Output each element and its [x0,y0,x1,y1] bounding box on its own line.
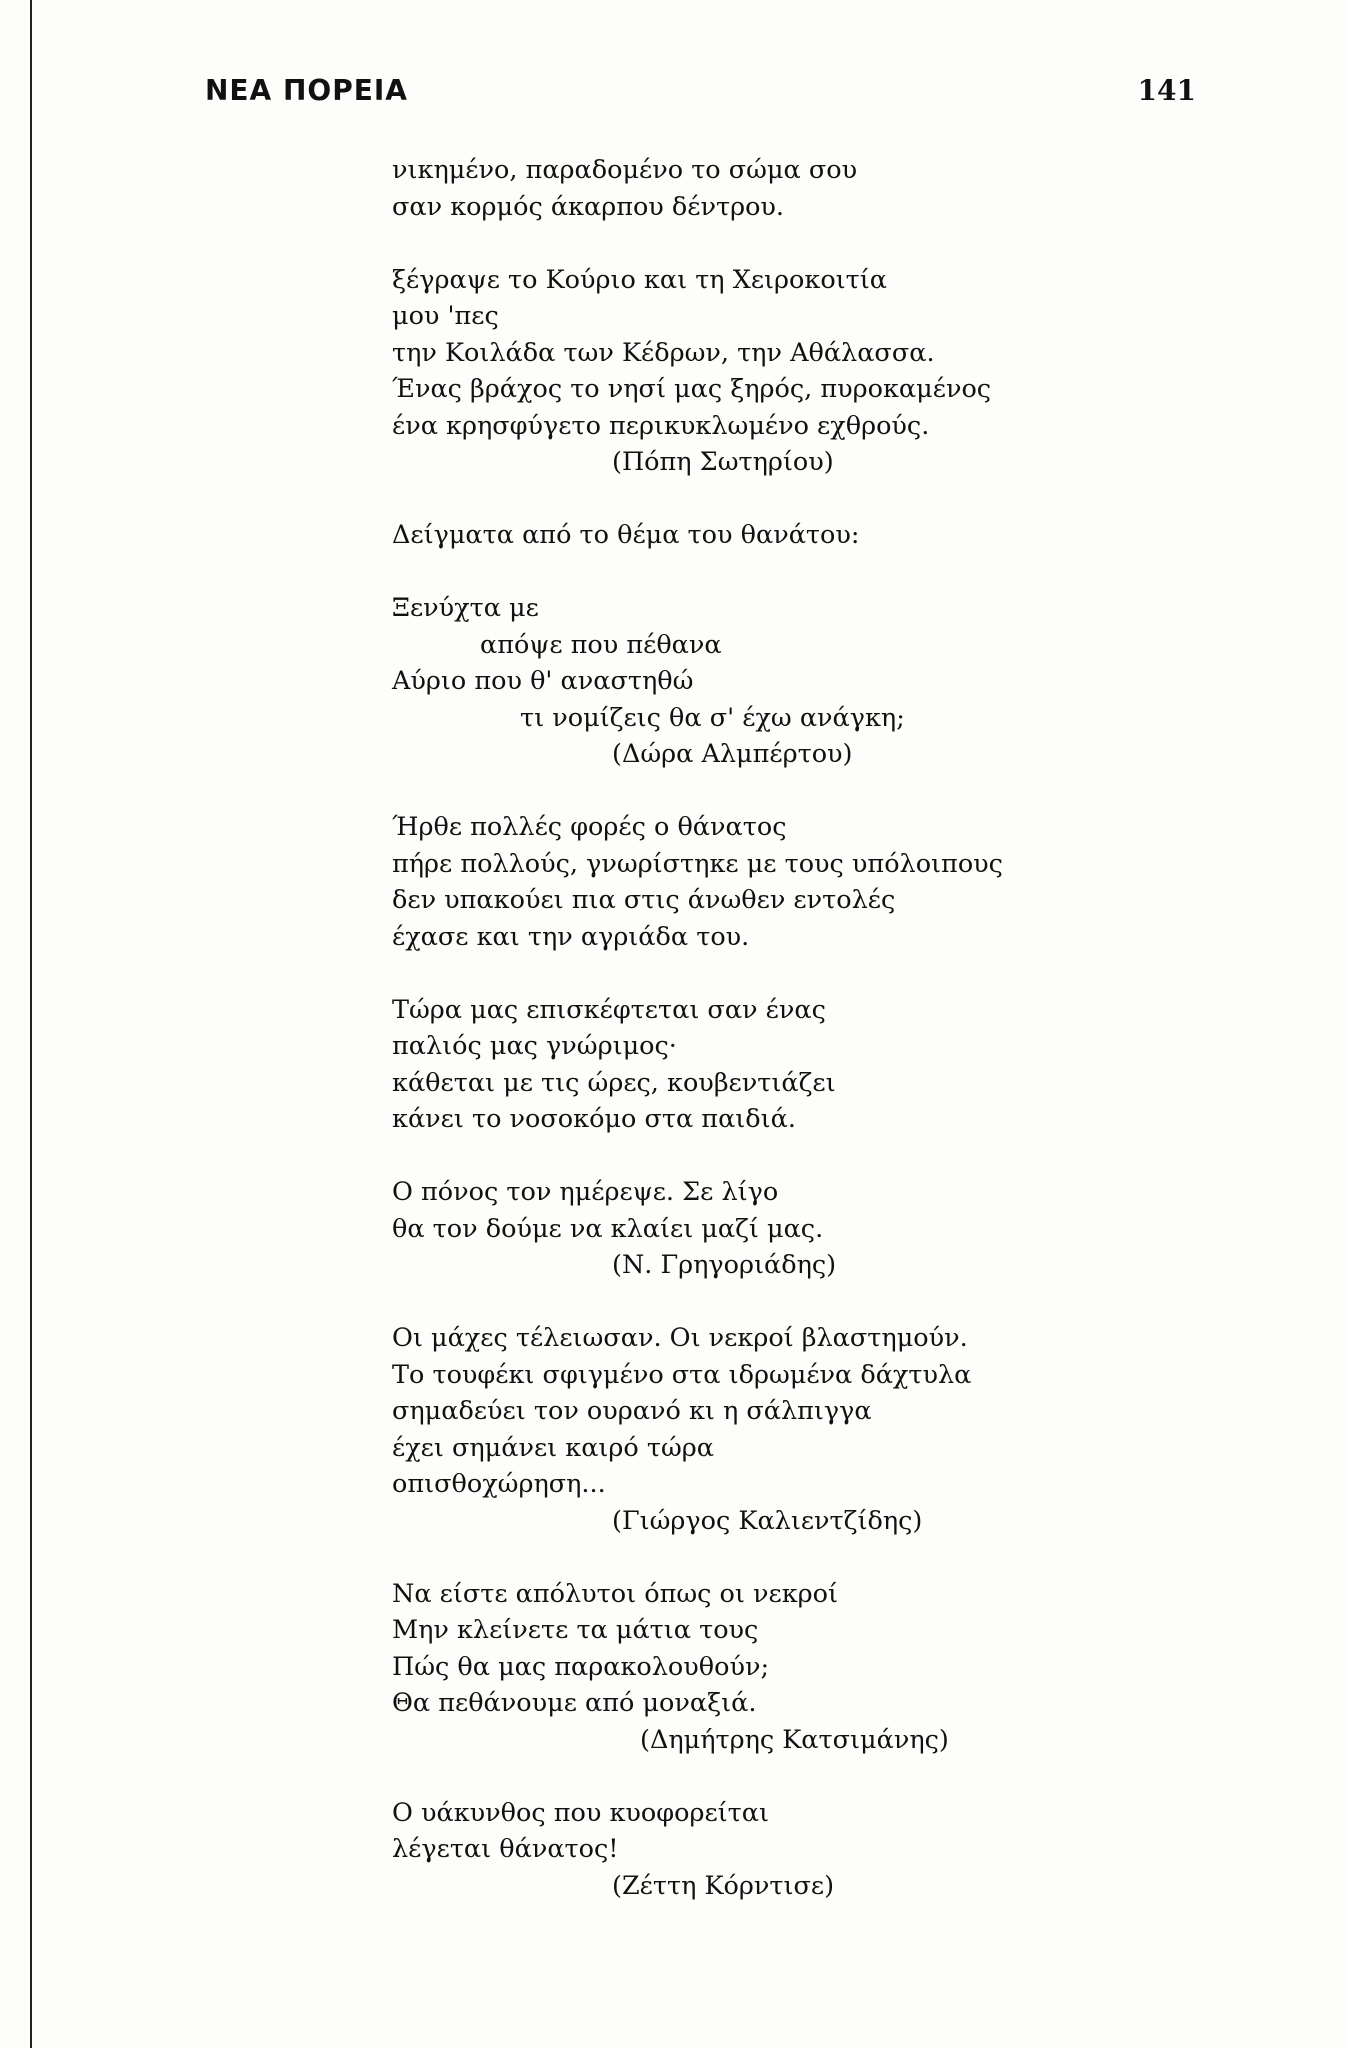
poem-line: Το τουφέκι σφιγμένο στα ιδρωμένα δάχτυλα [392,1359,972,1390]
poem-line: ξέγραψε το Κούριο και τη Χειροκοιτία [392,264,888,295]
poem-line: Οι μάχες τέλειωσαν. Οι νεκροί βλαστημούν. [392,1323,968,1353]
stanza-gap [392,773,992,810]
poem-line: πήρε πολλούς, γνωρίστηκε με τους υπόλοιπους [392,848,1003,879]
poem-line: παλιός μας γνώριμος· [392,1031,677,1061]
poem-line: Θα πεθάνουμε από μοναξιά. [392,1688,757,1718]
poem-line: Ο πόνος τον ημέρεψε. Σε λίγο [392,1177,779,1207]
poem-author: (Γιώργος Καλιεντζίδης) [612,1505,923,1536]
poem-line: νικημένο, παραδομένο το σώμα σου [392,155,858,185]
page-number: 141 [1137,74,1196,107]
poem-line: μου 'πες [392,301,499,331]
stanza-gap [392,955,992,992]
poem-author: (Πόπη Σωτηρίου) [612,447,834,477]
poem-line: Αύριο που θ' αναστηθώ [392,666,694,696]
poem-line: σαν κορμός άκαρπου δέντρου. [392,191,785,222]
running-header-title: ΝΕΑ ΠΟΡΕΙΑ [205,74,408,107]
poem-line: απόψε που πέθανα [480,629,722,660]
poem-author: (Δώρα Αλμπέρτου) [612,739,853,769]
stanza-gap [392,554,992,591]
poem-line: δεν υπακούει πια στις άνωθεν εντολές [392,885,896,915]
stanza-gap [392,1758,992,1795]
poem-line: θα τον δούμε να κλαίει μαζί μας. [392,1213,824,1244]
poem-line: Να είστε απόλυτοι όπως οι νεκροί [392,1578,838,1609]
poem-line: Ξενύχτα με [392,593,539,623]
stanza-gap [392,1539,992,1576]
section-heading: Δείγματα από το θέμα του θανάτου: [392,520,860,550]
stanza-gap [392,225,992,262]
poem-line: Ένας βράχος το νησί μας ξηρός, πυροκαμένος [392,374,992,404]
poem-line: ένα κρησφύγετο περικυκλωμένο εχθρούς. [392,410,930,441]
poem-line: Ο υάκυνθος που κυοφορείται [392,1797,770,1828]
poem-line: Τώρα μας επισκέφτεται σαν ένας [392,994,826,1025]
poem-author: (Δημήτρης Κατσιμάνης) [640,1724,949,1755]
poem-line: κάθεται με τις ώρες, κουβεντιάζει [392,1067,836,1098]
poem-line: σημαδεύει τον ουρανό κι η σάλπιγγα [392,1396,872,1426]
poem-line: την Κοιλάδα των Κέδρων, την Αθάλασσα. [392,337,935,368]
poem-line: κάνει το νοσοκόμο στα παιδιά. [392,1104,796,1134]
poem-line: Μην κλείνετε τα μάτια τους [392,1615,759,1645]
stanza-gap [392,481,992,518]
poem-line: Πώς θα μας παρακολουθούν; [392,1651,770,1682]
page-edge-rule [30,0,32,2048]
stanza-gap [392,1138,992,1175]
stanza-gap [392,1284,992,1321]
poem-line: Ήρθε πολλές φορές ο θάνατος [392,812,787,842]
poem-author: (Ν. Γρηγοριάδης) [612,1250,837,1280]
poem-line: οπισθοχώρηση... [392,1469,606,1499]
poem-line: έχει σημάνει καιρό τώρα [392,1432,714,1463]
poem-line: έχασε και την αγριάδα του. [392,921,750,952]
poem-line: λέγεται θάνατος! [392,1834,619,1864]
poem-author: (Ζέττη Κόρντισε) [612,1870,835,1901]
poem-line: τι νομίζεις θα σ' έχω ανάγκη; [520,702,905,733]
body-text [392,152,1003,1904]
